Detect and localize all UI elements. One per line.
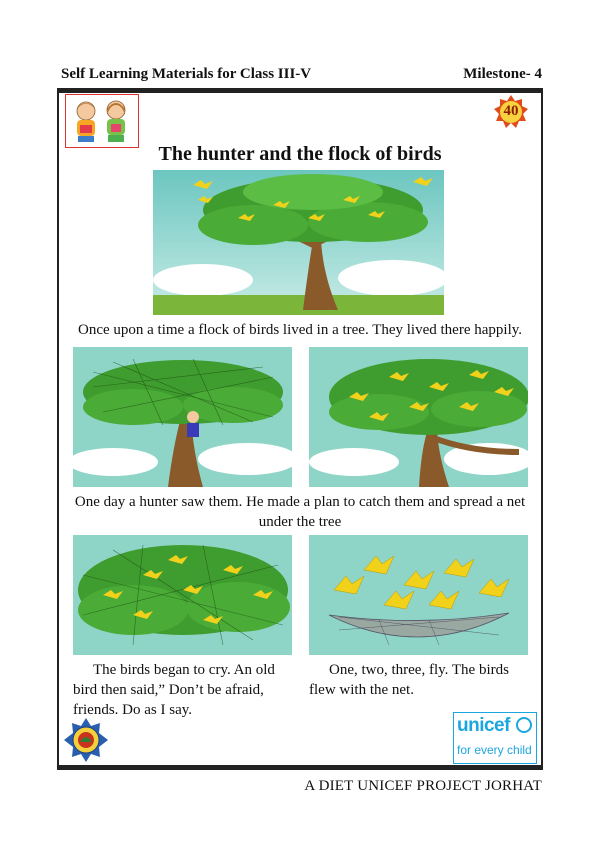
header-right: Milestone- 4	[463, 66, 542, 82]
unicef-tagline: for every child	[457, 743, 532, 757]
illustration-tree-with-birds	[153, 170, 444, 315]
page-number-badge	[494, 95, 528, 129]
footer-rule	[57, 767, 543, 770]
kids-reading-logo	[65, 94, 139, 148]
illustration-birds-flying-with-net	[309, 535, 528, 655]
unicef-wordmark: unicef	[457, 715, 510, 736]
illustration-birds-under-net	[73, 535, 292, 655]
illustration-hunter-spreading-net	[73, 347, 292, 487]
diet-emblem-logo	[64, 718, 108, 762]
unicef-logo	[453, 712, 537, 764]
caption-3: The birds began to cry. An old bird then said,” Don’t be afraid, friends. Do as I say.	[73, 662, 275, 718]
page-number: 40	[503, 103, 519, 119]
header-left: Self Learning Materials for Class III-V	[61, 66, 312, 82]
caption-4: One, two, three, fly. The birds flew with the net.	[309, 662, 509, 698]
globe-icon	[516, 717, 532, 733]
illustration-birds-in-tree	[309, 347, 528, 487]
caption-1: Once upon a time a flock of birds lived in a tree. They lived there happily.	[77, 322, 523, 338]
page-title: The hunter and the flock of birds	[158, 143, 442, 165]
caption-2: One day a hunter saw them. He made a plan to catch them and spread a net under the tree	[74, 494, 526, 530]
footer-text: A DIET UNICEF PROJECT JORHAT	[304, 778, 542, 794]
